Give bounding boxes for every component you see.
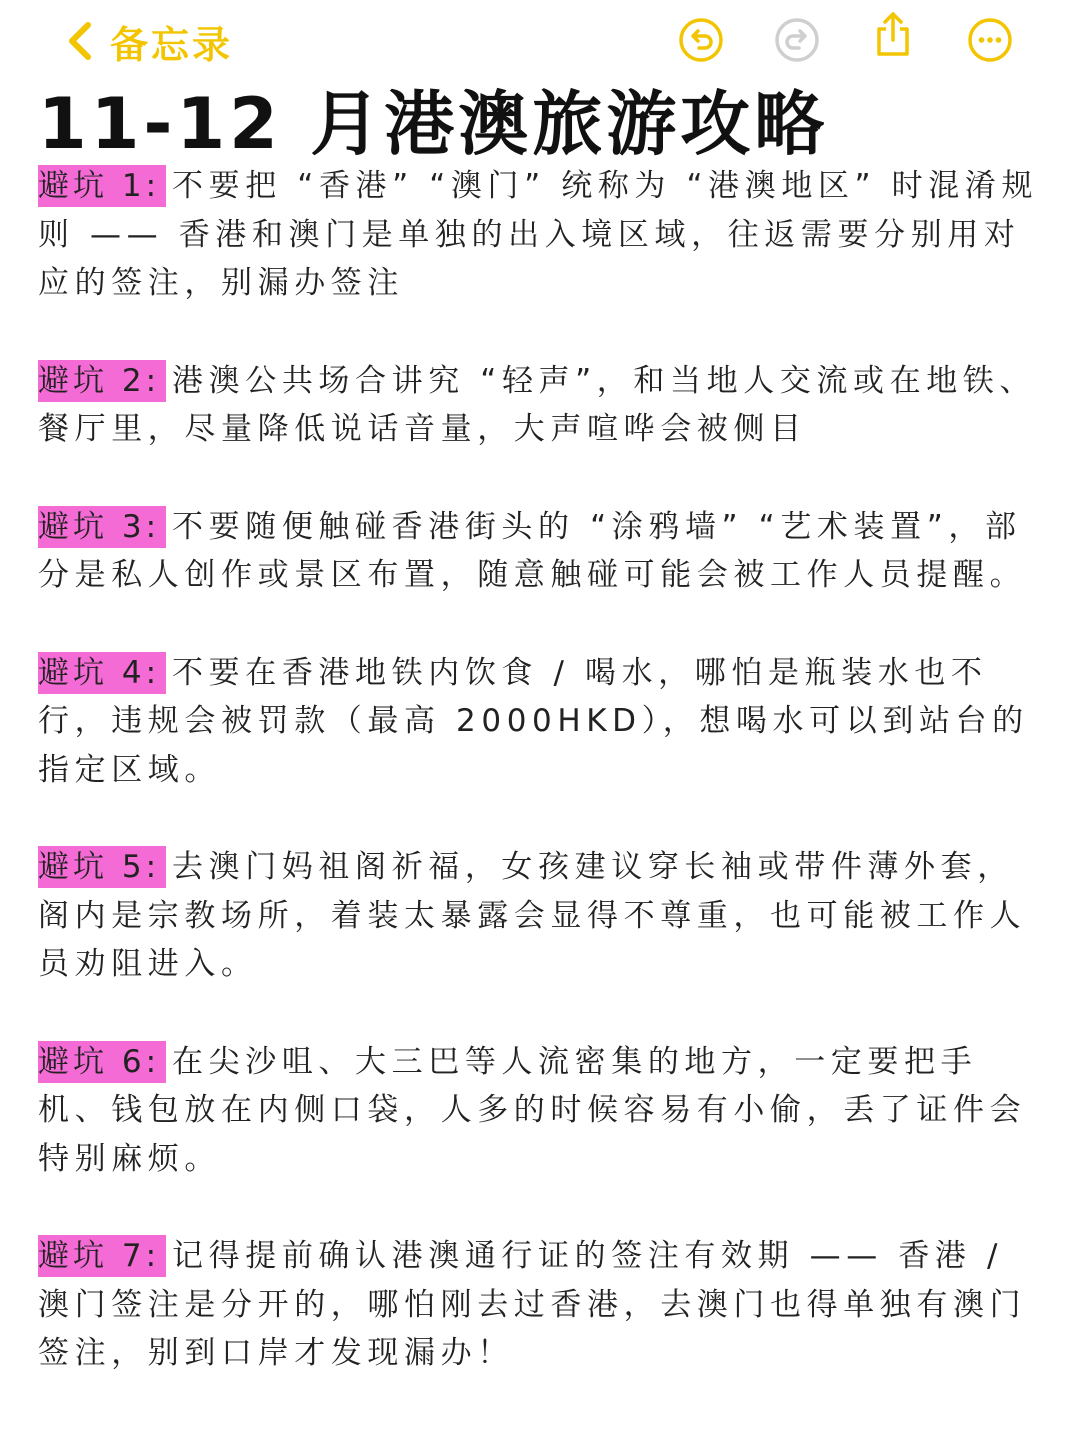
tip-label: 避坑 6:: [38, 1041, 166, 1083]
note-body[interactable]: [38, 162, 1042, 1427]
navigation-bar: [0, 0, 1080, 84]
share-icon[interactable]: [869, 10, 917, 58]
tip-text: 去澳门妈祖阁祈福，女孩建议穿长袖或带件薄外套，阁内是宗教场所，着装太暴露会显得不尊重，也可能被工作人员劝阻进入。: [38, 849, 1027, 982]
undo-icon[interactable]: [677, 16, 725, 64]
tip-item: [38, 162, 1042, 308]
redo-icon[interactable]: [773, 16, 821, 64]
tip-label: 避坑 7:: [38, 1235, 166, 1277]
tip-text: 不要随便触碰香港街头的 “涂鸦墙” “艺术装置”，部分是私人创作或景区布置，随意触碰可能会被工作人员提醒。: [38, 508, 1027, 593]
tip-item: [38, 503, 1042, 600]
tip-label: 避坑 2:: [38, 360, 166, 402]
tip-text: 不要把 “香港” “澳门” 统称为 “港澳地区” 时混淆规则 —— 香港和澳门是单独的出入境区域，往返需要分别用对应的签注，别漏办签注: [38, 168, 1039, 301]
more-icon[interactable]: [966, 16, 1014, 64]
tip-item: [38, 357, 1042, 454]
tip-text: 在尖沙咀、大三巴等人流密集的地方，一定要把手机、钱包放在内侧口袋，人多的时候容易有小偷，丢了证件会特别麻烦。: [38, 1043, 1027, 1177]
tip-text: 不要在香港地铁内饮食 / 喝水，哪怕是瓶装水也不行，违规会被罚款（最高 2000HKD），想喝水可以到站台的指定区域。: [38, 654, 1029, 788]
tip-label: 避坑 5:: [38, 846, 166, 888]
tip-item: [38, 843, 1042, 989]
tip-text: 记得提前确认港澳通行证的签注有效期 —— 香港 / 澳门签注是分开的，哪怕刚去过香港，去澳门也得单独有澳门签注，别到口岸才发现漏办！: [38, 1238, 1027, 1371]
toolbar-icons: [0, 16, 1080, 68]
tip-text: 港澳公共场合讲究 “轻声”，和当地人交流或在地铁、餐厅里，尽量降低说话音量，大声喧哗会被侧目: [38, 362, 1037, 447]
back-label: 备忘录: [110, 22, 234, 67]
tip-label: 避坑 4:: [38, 652, 166, 694]
tip-label: 避坑 1:: [38, 165, 166, 207]
tip-item: [38, 1038, 1042, 1184]
tip-item: [38, 649, 1042, 795]
note-title[interactable]: 11-12 月港澳旅游攻略: [38, 83, 829, 165]
tip-item: [38, 1232, 1042, 1378]
tip-label: 避坑 3:: [38, 506, 166, 548]
